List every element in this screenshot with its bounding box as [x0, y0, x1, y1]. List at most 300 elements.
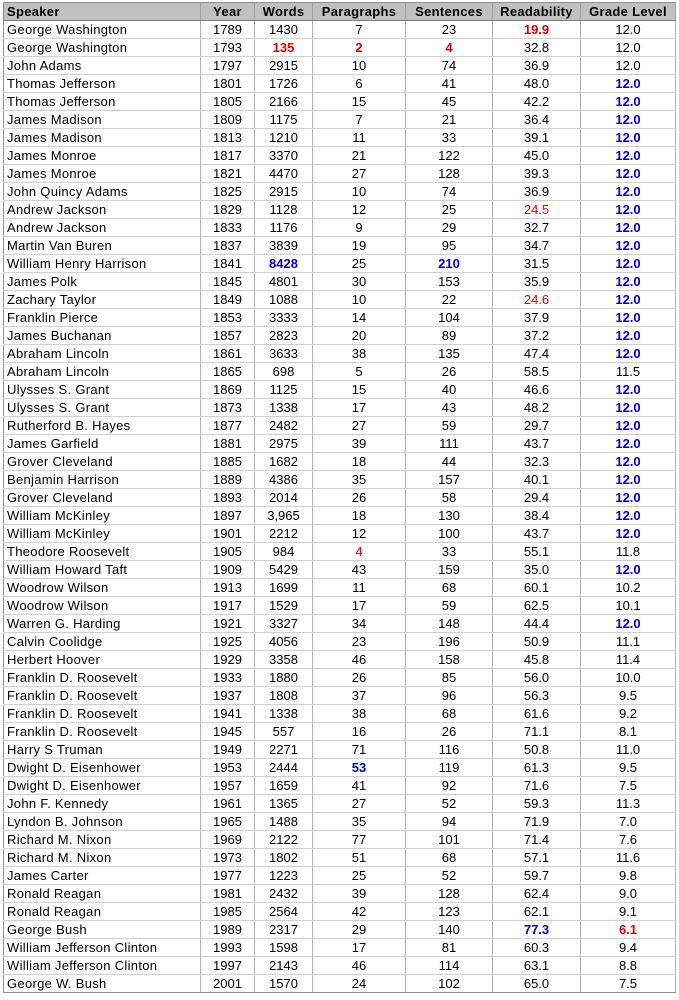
cell-speaker[interactable]: Richard M. Nixon — [4, 849, 201, 867]
cell-year[interactable]: 1825 — [201, 183, 255, 201]
cell-year[interactable]: 1937 — [201, 687, 255, 705]
cell-speaker[interactable]: Andrew Jackson — [4, 219, 201, 237]
cell-sentences[interactable]: 140 — [406, 921, 493, 939]
cell-year[interactable]: 1929 — [201, 651, 255, 669]
cell-grade-level[interactable]: 12.0 — [581, 75, 676, 93]
cell-grade-level[interactable]: 12.0 — [581, 201, 676, 219]
cell-readability[interactable]: 62.5 — [493, 597, 581, 615]
cell-words[interactable]: 1338 — [255, 705, 313, 723]
cell-year[interactable]: 1969 — [201, 831, 255, 849]
cell-readability[interactable]: 77.3 — [493, 921, 581, 939]
cell-paragraphs[interactable]: 15 — [313, 381, 406, 399]
cell-paragraphs[interactable]: 10 — [313, 57, 406, 75]
cell-sentences[interactable]: 130 — [406, 507, 493, 525]
cell-year[interactable]: 1869 — [201, 381, 255, 399]
cell-sentences[interactable]: 40 — [406, 381, 493, 399]
cell-words[interactable]: 2823 — [255, 327, 313, 345]
cell-paragraphs[interactable]: 26 — [313, 489, 406, 507]
cell-paragraphs[interactable]: 39 — [313, 885, 406, 903]
cell-paragraphs[interactable]: 11 — [313, 579, 406, 597]
cell-words[interactable]: 2212 — [255, 525, 313, 543]
cell-words[interactable]: 1598 — [255, 939, 313, 957]
cell-speaker[interactable]: Rutherford B. Hayes — [4, 417, 201, 435]
cell-words[interactable]: 4386 — [255, 471, 313, 489]
cell-words[interactable]: 1223 — [255, 867, 313, 885]
cell-speaker[interactable]: George Bush — [4, 921, 201, 939]
cell-paragraphs[interactable]: 18 — [313, 453, 406, 471]
cell-words[interactable]: 1128 — [255, 201, 313, 219]
cell-grade-level[interactable]: 9.8 — [581, 867, 676, 885]
cell-grade-level[interactable]: 12.0 — [581, 183, 676, 201]
cell-speaker[interactable]: Andrew Jackson — [4, 201, 201, 219]
cell-speaker[interactable]: Franklin D. Roosevelt — [4, 723, 201, 741]
header-paragraphs[interactable]: Paragraphs — [313, 3, 406, 21]
cell-paragraphs[interactable]: 2 — [313, 39, 406, 57]
cell-grade-level[interactable]: 12.0 — [581, 525, 676, 543]
cell-paragraphs[interactable]: 37 — [313, 687, 406, 705]
cell-sentences[interactable]: 111 — [406, 435, 493, 453]
cell-paragraphs[interactable]: 77 — [313, 831, 406, 849]
cell-year[interactable]: 1829 — [201, 201, 255, 219]
cell-readability[interactable]: 19.9 — [493, 21, 581, 39]
cell-readability[interactable]: 39.1 — [493, 129, 581, 147]
cell-sentences[interactable]: 158 — [406, 651, 493, 669]
cell-year[interactable]: 1949 — [201, 741, 255, 759]
cell-paragraphs[interactable]: 14 — [313, 309, 406, 327]
cell-readability[interactable]: 37.2 — [493, 327, 581, 345]
cell-grade-level[interactable]: 12.0 — [581, 615, 676, 633]
cell-year[interactable]: 1977 — [201, 867, 255, 885]
cell-speaker[interactable]: William McKinley — [4, 507, 201, 525]
cell-words[interactable]: 1430 — [255, 21, 313, 39]
header-words[interactable]: Words — [255, 3, 313, 21]
cell-sentences[interactable]: 95 — [406, 237, 493, 255]
cell-grade-level[interactable]: 11.1 — [581, 633, 676, 651]
cell-year[interactable]: 1961 — [201, 795, 255, 813]
cell-speaker[interactable]: Ronald Reagan — [4, 903, 201, 921]
cell-readability[interactable]: 36.9 — [493, 183, 581, 201]
cell-sentences[interactable]: 153 — [406, 273, 493, 291]
cell-readability[interactable]: 37.9 — [493, 309, 581, 327]
cell-sentences[interactable]: 45 — [406, 93, 493, 111]
cell-sentences[interactable]: 23 — [406, 21, 493, 39]
cell-words[interactable]: 1488 — [255, 813, 313, 831]
cell-sentences[interactable]: 196 — [406, 633, 493, 651]
cell-paragraphs[interactable]: 10 — [313, 183, 406, 201]
cell-grade-level[interactable]: 7.5 — [581, 777, 676, 795]
cell-year[interactable]: 1893 — [201, 489, 255, 507]
cell-grade-level[interactable]: 8.8 — [581, 957, 676, 975]
cell-speaker[interactable]: Franklin D. Roosevelt — [4, 705, 201, 723]
cell-sentences[interactable]: 96 — [406, 687, 493, 705]
cell-paragraphs[interactable]: 16 — [313, 723, 406, 741]
cell-words[interactable]: 2143 — [255, 957, 313, 975]
cell-sentences[interactable]: 21 — [406, 111, 493, 129]
cell-words[interactable]: 2271 — [255, 741, 313, 759]
cell-sentences[interactable]: 210 — [406, 255, 493, 273]
cell-sentences[interactable]: 68 — [406, 849, 493, 867]
cell-year[interactable]: 1861 — [201, 345, 255, 363]
cell-speaker[interactable]: Franklin Pierce — [4, 309, 201, 327]
cell-paragraphs[interactable]: 42 — [313, 903, 406, 921]
cell-readability[interactable]: 44.4 — [493, 615, 581, 633]
cell-grade-level[interactable]: 12.0 — [581, 273, 676, 291]
cell-grade-level[interactable]: 11.0 — [581, 741, 676, 759]
cell-grade-level[interactable]: 12.0 — [581, 93, 676, 111]
cell-readability[interactable]: 71.6 — [493, 777, 581, 795]
cell-words[interactable]: 3370 — [255, 147, 313, 165]
cell-sentences[interactable]: 94 — [406, 813, 493, 831]
cell-readability[interactable]: 62.4 — [493, 885, 581, 903]
cell-sentences[interactable]: 58 — [406, 489, 493, 507]
cell-paragraphs[interactable]: 27 — [313, 795, 406, 813]
cell-readability[interactable]: 29.4 — [493, 489, 581, 507]
cell-grade-level[interactable]: 12.0 — [581, 111, 676, 129]
cell-year[interactable]: 1793 — [201, 39, 255, 57]
cell-speaker[interactable]: Franklin D. Roosevelt — [4, 687, 201, 705]
cell-grade-level[interactable]: 10.2 — [581, 579, 676, 597]
cell-words[interactable]: 1176 — [255, 219, 313, 237]
cell-speaker[interactable]: James Buchanan — [4, 327, 201, 345]
cell-speaker[interactable]: John F. Kennedy — [4, 795, 201, 813]
cell-words[interactable]: 1659 — [255, 777, 313, 795]
cell-grade-level[interactable]: 12.0 — [581, 237, 676, 255]
cell-readability[interactable]: 60.1 — [493, 579, 581, 597]
cell-grade-level[interactable]: 11.4 — [581, 651, 676, 669]
cell-readability[interactable]: 50.9 — [493, 633, 581, 651]
cell-paragraphs[interactable]: 7 — [313, 111, 406, 129]
cell-readability[interactable]: 48.0 — [493, 75, 581, 93]
cell-year[interactable]: 1865 — [201, 363, 255, 381]
cell-year[interactable]: 1789 — [201, 21, 255, 39]
cell-year[interactable]: 1809 — [201, 111, 255, 129]
cell-sentences[interactable]: 44 — [406, 453, 493, 471]
cell-words[interactable]: 1880 — [255, 669, 313, 687]
cell-readability[interactable]: 45.0 — [493, 147, 581, 165]
cell-paragraphs[interactable]: 30 — [313, 273, 406, 291]
cell-year[interactable]: 1801 — [201, 75, 255, 93]
cell-grade-level[interactable]: 8.1 — [581, 723, 676, 741]
cell-readability[interactable]: 36.9 — [493, 57, 581, 75]
cell-year[interactable]: 1817 — [201, 147, 255, 165]
cell-sentences[interactable]: 26 — [406, 723, 493, 741]
cell-paragraphs[interactable]: 34 — [313, 615, 406, 633]
cell-paragraphs[interactable]: 46 — [313, 957, 406, 975]
cell-year[interactable]: 1901 — [201, 525, 255, 543]
cell-year[interactable]: 1913 — [201, 579, 255, 597]
cell-readability[interactable]: 59.3 — [493, 795, 581, 813]
cell-grade-level[interactable]: 12.0 — [581, 561, 676, 579]
cell-words[interactable]: 8428 — [255, 255, 313, 273]
cell-paragraphs[interactable]: 35 — [313, 813, 406, 831]
cell-paragraphs[interactable]: 24 — [313, 975, 406, 993]
cell-readability[interactable]: 34.7 — [493, 237, 581, 255]
cell-readability[interactable]: 55.1 — [493, 543, 581, 561]
cell-grade-level[interactable]: 12.0 — [581, 147, 676, 165]
cell-sentences[interactable]: 29 — [406, 219, 493, 237]
cell-paragraphs[interactable]: 27 — [313, 417, 406, 435]
cell-speaker[interactable]: James Monroe — [4, 147, 201, 165]
cell-readability[interactable]: 56.3 — [493, 687, 581, 705]
cell-paragraphs[interactable]: 35 — [313, 471, 406, 489]
cell-speaker[interactable]: Abraham Lincoln — [4, 345, 201, 363]
cell-readability[interactable]: 31.5 — [493, 255, 581, 273]
cell-readability[interactable]: 61.6 — [493, 705, 581, 723]
cell-speaker[interactable]: George W. Bush — [4, 975, 201, 993]
cell-sentences[interactable]: 119 — [406, 759, 493, 777]
cell-readability[interactable]: 35.0 — [493, 561, 581, 579]
cell-speaker[interactable]: Herbert Hoover — [4, 651, 201, 669]
cell-speaker[interactable]: Grover Cleveland — [4, 453, 201, 471]
cell-grade-level[interactable]: 12.0 — [581, 417, 676, 435]
cell-speaker[interactable]: William Jefferson Clinton — [4, 939, 201, 957]
cell-sentences[interactable]: 33 — [406, 543, 493, 561]
cell-words[interactable]: 2444 — [255, 759, 313, 777]
cell-speaker[interactable]: Abraham Lincoln — [4, 363, 201, 381]
cell-year[interactable]: 1857 — [201, 327, 255, 345]
cell-speaker[interactable]: John Quincy Adams — [4, 183, 201, 201]
cell-paragraphs[interactable]: 53 — [313, 759, 406, 777]
cell-year[interactable]: 1933 — [201, 669, 255, 687]
cell-grade-level[interactable]: 7.0 — [581, 813, 676, 831]
cell-grade-level[interactable]: 12.0 — [581, 309, 676, 327]
cell-readability[interactable]: 29.7 — [493, 417, 581, 435]
cell-words[interactable]: 1802 — [255, 849, 313, 867]
cell-sentences[interactable]: 52 — [406, 795, 493, 813]
cell-grade-level[interactable]: 11.8 — [581, 543, 676, 561]
cell-paragraphs[interactable]: 51 — [313, 849, 406, 867]
cell-speaker[interactable]: Thomas Jefferson — [4, 75, 201, 93]
cell-readability[interactable]: 71.4 — [493, 831, 581, 849]
cell-year[interactable]: 1993 — [201, 939, 255, 957]
cell-speaker[interactable]: Woodrow Wilson — [4, 579, 201, 597]
cell-year[interactable]: 1841 — [201, 255, 255, 273]
cell-speaker[interactable]: George Washington — [4, 21, 201, 39]
cell-year[interactable]: 1989 — [201, 921, 255, 939]
cell-year[interactable]: 1845 — [201, 273, 255, 291]
cell-speaker[interactable]: Lyndon B. Johnson — [4, 813, 201, 831]
cell-grade-level[interactable]: 9.4 — [581, 939, 676, 957]
cell-readability[interactable]: 62.1 — [493, 903, 581, 921]
cell-words[interactable]: 3839 — [255, 237, 313, 255]
cell-speaker[interactable]: Calvin Coolidge — [4, 633, 201, 651]
cell-speaker[interactable]: Harry S Truman — [4, 741, 201, 759]
cell-readability[interactable]: 58.5 — [493, 363, 581, 381]
cell-words[interactable]: 4470 — [255, 165, 313, 183]
cell-grade-level[interactable]: 9.5 — [581, 687, 676, 705]
cell-year[interactable]: 1833 — [201, 219, 255, 237]
cell-paragraphs[interactable]: 43 — [313, 561, 406, 579]
cell-grade-level[interactable]: 12.0 — [581, 453, 676, 471]
cell-words[interactable]: 2432 — [255, 885, 313, 903]
cell-year[interactable]: 1885 — [201, 453, 255, 471]
cell-speaker[interactable]: Ulysses S. Grant — [4, 399, 201, 417]
cell-sentences[interactable]: 102 — [406, 975, 493, 993]
cell-year[interactable]: 1909 — [201, 561, 255, 579]
cell-grade-level[interactable]: 9.1 — [581, 903, 676, 921]
cell-sentences[interactable]: 26 — [406, 363, 493, 381]
cell-paragraphs[interactable]: 17 — [313, 939, 406, 957]
cell-sentences[interactable]: 41 — [406, 75, 493, 93]
cell-paragraphs[interactable]: 6 — [313, 75, 406, 93]
cell-sentences[interactable]: 74 — [406, 183, 493, 201]
cell-grade-level[interactable]: 10.0 — [581, 669, 676, 687]
cell-year[interactable]: 1997 — [201, 957, 255, 975]
cell-words[interactable]: 1175 — [255, 111, 313, 129]
cell-speaker[interactable]: Warren G. Harding — [4, 615, 201, 633]
header-grade-level[interactable]: Grade Level — [581, 3, 676, 21]
cell-words[interactable]: 4801 — [255, 273, 313, 291]
cell-readability[interactable]: 50.8 — [493, 741, 581, 759]
cell-sentences[interactable]: 148 — [406, 615, 493, 633]
cell-readability[interactable]: 32.3 — [493, 453, 581, 471]
cell-sentences[interactable]: 89 — [406, 327, 493, 345]
cell-sentences[interactable]: 122 — [406, 147, 493, 165]
cell-grade-level[interactable]: 12.0 — [581, 57, 676, 75]
cell-sentences[interactable]: 128 — [406, 165, 493, 183]
cell-speaker[interactable]: George Washington — [4, 39, 201, 57]
cell-sentences[interactable]: 59 — [406, 417, 493, 435]
cell-year[interactable]: 1813 — [201, 129, 255, 147]
cell-year[interactable]: 1797 — [201, 57, 255, 75]
cell-speaker[interactable]: Zachary Taylor — [4, 291, 201, 309]
cell-words[interactable]: 1570 — [255, 975, 313, 993]
cell-grade-level[interactable]: 10.1 — [581, 597, 676, 615]
cell-year[interactable]: 1889 — [201, 471, 255, 489]
cell-speaker[interactable]: William McKinley — [4, 525, 201, 543]
cell-paragraphs[interactable]: 11 — [313, 129, 406, 147]
cell-grade-level[interactable]: 12.0 — [581, 327, 676, 345]
cell-paragraphs[interactable]: 19 — [313, 237, 406, 255]
cell-sentences[interactable]: 116 — [406, 741, 493, 759]
cell-year[interactable]: 1853 — [201, 309, 255, 327]
cell-readability[interactable]: 60.3 — [493, 939, 581, 957]
cell-words[interactable]: 2915 — [255, 183, 313, 201]
cell-year[interactable]: 1965 — [201, 813, 255, 831]
cell-words[interactable]: 557 — [255, 723, 313, 741]
cell-sentences[interactable]: 100 — [406, 525, 493, 543]
cell-paragraphs[interactable]: 38 — [313, 705, 406, 723]
cell-speaker[interactable]: John Adams — [4, 57, 201, 75]
cell-grade-level[interactable]: 12.0 — [581, 489, 676, 507]
header-readability[interactable]: Readability — [493, 3, 581, 21]
cell-grade-level[interactable]: 11.5 — [581, 363, 676, 381]
cell-words[interactable]: 2564 — [255, 903, 313, 921]
cell-words[interactable]: 135 — [255, 39, 313, 57]
cell-speaker[interactable]: Grover Cleveland — [4, 489, 201, 507]
cell-readability[interactable]: 38.4 — [493, 507, 581, 525]
cell-speaker[interactable]: Ronald Reagan — [4, 885, 201, 903]
cell-paragraphs[interactable]: 10 — [313, 291, 406, 309]
header-sentences[interactable]: Sentences — [406, 3, 493, 21]
cell-words[interactable]: 698 — [255, 363, 313, 381]
cell-sentences[interactable]: 52 — [406, 867, 493, 885]
cell-sentences[interactable]: 104 — [406, 309, 493, 327]
cell-readability[interactable]: 35.9 — [493, 273, 581, 291]
cell-grade-level[interactable]: 7.5 — [581, 975, 676, 993]
cell-paragraphs[interactable]: 21 — [313, 147, 406, 165]
cell-readability[interactable]: 46.6 — [493, 381, 581, 399]
cell-speaker[interactable]: James Polk — [4, 273, 201, 291]
cell-readability[interactable]: 24.6 — [493, 291, 581, 309]
cell-readability[interactable]: 61.3 — [493, 759, 581, 777]
cell-year[interactable]: 1953 — [201, 759, 255, 777]
cell-paragraphs[interactable]: 41 — [313, 777, 406, 795]
cell-words[interactable]: 3327 — [255, 615, 313, 633]
cell-words[interactable]: 1088 — [255, 291, 313, 309]
cell-words[interactable]: 2014 — [255, 489, 313, 507]
cell-words[interactable]: 984 — [255, 543, 313, 561]
cell-paragraphs[interactable]: 38 — [313, 345, 406, 363]
cell-words[interactable]: 1529 — [255, 597, 313, 615]
cell-readability[interactable]: 63.1 — [493, 957, 581, 975]
cell-paragraphs[interactable]: 20 — [313, 327, 406, 345]
cell-year[interactable]: 2001 — [201, 975, 255, 993]
cell-speaker[interactable]: Benjamin Harrison — [4, 471, 201, 489]
cell-paragraphs[interactable]: 12 — [313, 525, 406, 543]
cell-year[interactable]: 1925 — [201, 633, 255, 651]
cell-words[interactable]: 5429 — [255, 561, 313, 579]
cell-year[interactable]: 1945 — [201, 723, 255, 741]
cell-paragraphs[interactable]: 17 — [313, 597, 406, 615]
cell-paragraphs[interactable]: 5 — [313, 363, 406, 381]
cell-speaker[interactable]: William Howard Taft — [4, 561, 201, 579]
cell-paragraphs[interactable]: 4 — [313, 543, 406, 561]
cell-grade-level[interactable]: 12.0 — [581, 129, 676, 147]
cell-sentences[interactable]: 68 — [406, 705, 493, 723]
cell-sentences[interactable]: 68 — [406, 579, 493, 597]
cell-paragraphs[interactable]: 7 — [313, 21, 406, 39]
cell-year[interactable]: 1921 — [201, 615, 255, 633]
cell-speaker[interactable]: Woodrow Wilson — [4, 597, 201, 615]
cell-year[interactable]: 1917 — [201, 597, 255, 615]
cell-readability[interactable]: 43.7 — [493, 435, 581, 453]
cell-speaker[interactable]: William Henry Harrison — [4, 255, 201, 273]
cell-grade-level[interactable]: 12.0 — [581, 435, 676, 453]
cell-readability[interactable]: 39.3 — [493, 165, 581, 183]
cell-grade-level[interactable]: 9.5 — [581, 759, 676, 777]
header-year[interactable]: Year — [201, 3, 255, 21]
cell-sentences[interactable]: 135 — [406, 345, 493, 363]
cell-paragraphs[interactable]: 29 — [313, 921, 406, 939]
cell-speaker[interactable]: Richard M. Nixon — [4, 831, 201, 849]
cell-speaker[interactable]: Martin Van Buren — [4, 237, 201, 255]
cell-year[interactable]: 1837 — [201, 237, 255, 255]
cell-paragraphs[interactable]: 15 — [313, 93, 406, 111]
cell-year[interactable]: 1905 — [201, 543, 255, 561]
cell-grade-level[interactable]: 9.0 — [581, 885, 676, 903]
cell-paragraphs[interactable]: 25 — [313, 867, 406, 885]
cell-speaker[interactable]: Dwight D. Eisenhower — [4, 759, 201, 777]
cell-year[interactable]: 1849 — [201, 291, 255, 309]
cell-speaker[interactable]: William Jefferson Clinton — [4, 957, 201, 975]
cell-grade-level[interactable]: 12.0 — [581, 39, 676, 57]
cell-year[interactable]: 1881 — [201, 435, 255, 453]
cell-sentences[interactable]: 81 — [406, 939, 493, 957]
cell-sentences[interactable]: 159 — [406, 561, 493, 579]
cell-sentences[interactable]: 33 — [406, 129, 493, 147]
cell-paragraphs[interactable]: 18 — [313, 507, 406, 525]
cell-sentences[interactable]: 43 — [406, 399, 493, 417]
cell-readability[interactable]: 45.8 — [493, 651, 581, 669]
cell-words[interactable]: 2122 — [255, 831, 313, 849]
cell-words[interactable]: 2482 — [255, 417, 313, 435]
cell-paragraphs[interactable]: 39 — [313, 435, 406, 453]
cell-sentences[interactable]: 59 — [406, 597, 493, 615]
cell-sentences[interactable]: 123 — [406, 903, 493, 921]
cell-speaker[interactable]: James Carter — [4, 867, 201, 885]
cell-words[interactable]: 3633 — [255, 345, 313, 363]
